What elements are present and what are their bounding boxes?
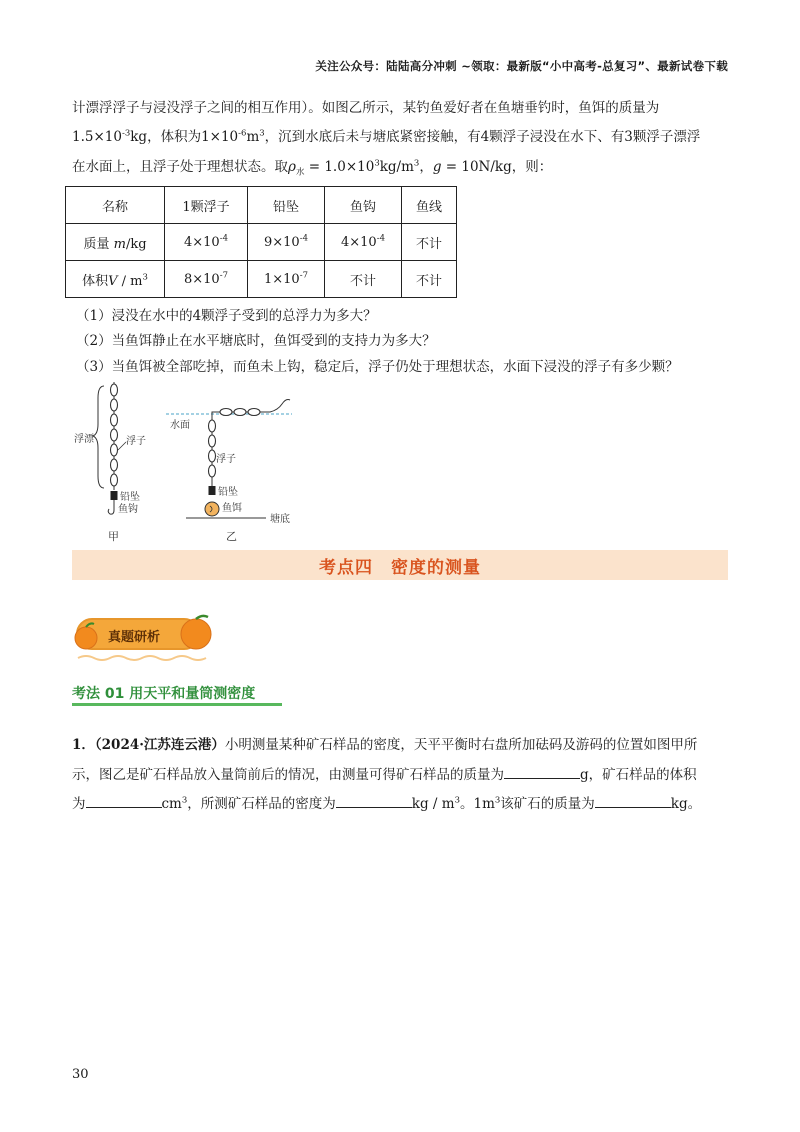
table-header-cell: 名称 <box>66 187 165 224</box>
problem-1-line-3: 为 $cm^3$，所测矿石样品的密度为 kg / $m^3$。$1m^3$该矿石的质量为 kg。 <box>72 795 702 812</box>
page-number: 30 <box>72 1067 89 1082</box>
table-row-label: 体积V / $m^3$ <box>66 261 165 298</box>
label-piaofu: 浮漂 <box>74 434 94 445</box>
intro-line-2: $1.5\times 10^{-3}kg$，体积为$1\times 10^{-6}m^3$，沉到水底后未与塘底紧密接触，有4颗浮子浸没在水下、有3颗浮子漂浮 <box>72 128 701 145</box>
method-underline <box>72 703 282 706</box>
caption-jia: 甲 <box>108 530 119 543</box>
table-header-cell: 鱼钩 <box>325 187 402 224</box>
table-cell: 不计 <box>402 224 457 261</box>
table-header-row <box>66 187 457 224</box>
table-row-label: 质量 m/kg <box>66 224 165 261</box>
table-cell: $4\times 10^{-4}$ <box>165 224 248 261</box>
section-header <box>72 550 728 580</box>
table-row-volume <box>66 261 457 298</box>
page-header: 关注公众号：陆陆高分冲刺 ~领取：最新版“小中高考-总复习”、最新试卷下载 <box>315 59 728 73</box>
answer-blank-volume[interactable] <box>86 795 162 808</box>
badge-label: 真题研析 <box>108 630 161 645</box>
table-header-cell: 鱼线 <box>402 187 457 224</box>
data-table <box>65 186 457 298</box>
problem-1-line-1: 1．（2024·江苏连云港）小明测量某种矿石样品的密度，天平平衡时右盘所加砝码及游码的位置如图甲所 <box>72 737 698 753</box>
intro-line-3: 在水面上，且浮子处于理想状态。取$\rho_水 = 1.0\times 10^3kg/m^3$，g = 10N/kg，则： <box>72 158 553 178</box>
label-qianzhui-yi: 铅坠 <box>218 487 238 498</box>
caption-yi: 乙 <box>226 530 237 543</box>
intro-line-1: 计漂浮浮子与浸没浮子之间的相互作用）。如图乙所示，某钓鱼爱好者在鱼塘垂钓时，鱼饵的质量为 <box>72 100 660 116</box>
answer-blank-mass[interactable] <box>504 766 580 779</box>
table-cell: $9\times 10^{-4}$ <box>248 224 325 261</box>
label-shuimian: 水面 <box>170 420 190 431</box>
table-header-cell: 1颗浮子 <box>165 187 248 224</box>
table-cell: $4\times 10^{-4}$ <box>325 224 402 261</box>
label-yuer: 鱼饵 <box>222 503 242 514</box>
fishing-float-diagram <box>70 378 310 544</box>
table-cell: $1\times 10^{-7}$ <box>248 261 325 298</box>
table-row-mass <box>66 224 457 261</box>
method-title: 考法 01 用天平和量筒测密度 <box>72 686 256 702</box>
question-1: （1）浸没在水中的4颗浮子受到的总浮力为多大？ <box>76 308 377 324</box>
orange-decoration-icon <box>72 614 218 664</box>
label-tangdi: 塘底 <box>270 514 290 525</box>
table-cell: 不计 <box>325 261 402 298</box>
label-fuzi-yi: 浮子 <box>216 454 236 465</box>
label-yugou-jia: 鱼钩 <box>118 504 138 515</box>
table-cell: $8\times 10^{-7}$ <box>165 261 248 298</box>
question-3: （3）当鱼饵被全部吃掉，而鱼未上钩，稳定后，浮子仍处于理想状态，水面下浸没的浮子有多少颗？ <box>76 359 679 375</box>
label-fuzi-jia: 浮子 <box>126 436 146 447</box>
table-header-cell: 铅坠 <box>248 187 325 224</box>
section-title: 考点四 密度的测量 <box>319 557 481 578</box>
table-cell: 不计 <box>402 261 457 298</box>
question-2: （2）当鱼饵静止在水平塘底时，鱼饵受到的支持力为多大？ <box>76 333 436 349</box>
label-qianzhui-jia: 铅坠 <box>120 492 140 503</box>
problem-1-line-2: 示，图乙是矿石样品放入量筒前后的情况，由测量可得矿石样品的质量为 g，矿石样品的体积 <box>72 767 697 783</box>
answer-blank-total-mass[interactable] <box>595 795 671 808</box>
answer-blank-density[interactable] <box>336 795 412 808</box>
